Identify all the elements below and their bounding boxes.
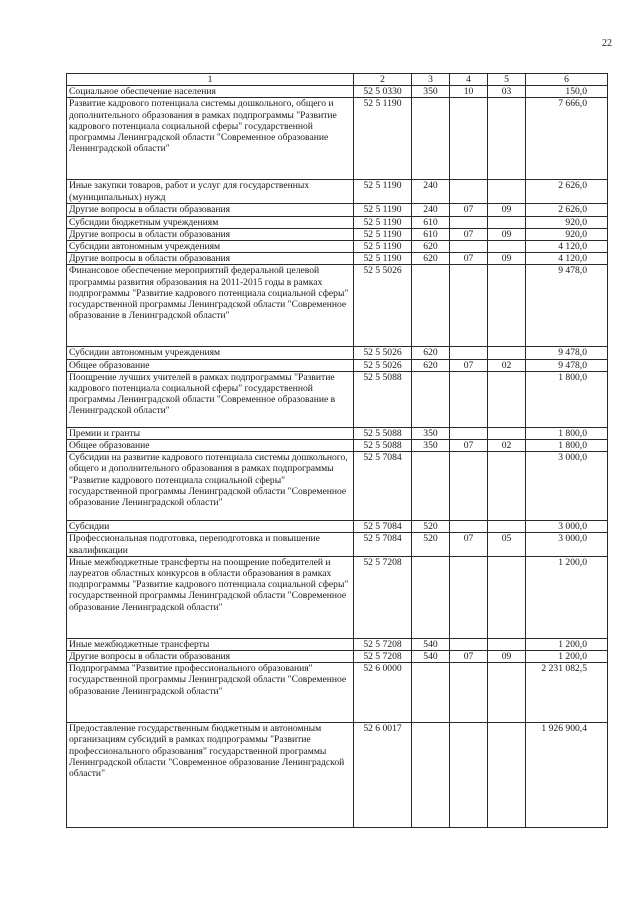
cell-c4: 07 <box>450 533 488 556</box>
cell-c2: 52 5 0330 <box>354 86 412 98</box>
cell-c5: 02 <box>488 359 526 371</box>
cell-c3: 620 <box>412 359 450 371</box>
table-row <box>67 98 608 180</box>
cell-c4: 07 <box>450 253 488 265</box>
cell-c2: 52 5 7208 <box>354 556 412 638</box>
cell-c6: 2 626,0 <box>526 204 608 216</box>
cell-c4 <box>450 216 488 228</box>
cell-c3: 520 <box>412 533 450 556</box>
cell-c1: Развитие кадрового потенциала системы дошкольного, общего и дополнительного образования в рамках подпрограммы "Развитие кадрового потенциала социальной сферы" государственной программы Ленинградской области "Современное образование Ленинградской области" <box>67 98 354 180</box>
header-cell: 1 <box>67 74 354 86</box>
table-row <box>67 241 608 253</box>
cell-c1: Субсидии на развитие кадрового потенциала системы дошкольного, общего и дополнительного образования в рамках подпрограммы "Развитие кадрового потенциала социальной сферы" государственной программы Ленинградской области "Современное образование Ленинградской области" <box>67 452 354 521</box>
cell-c5: 09 <box>488 253 526 265</box>
cell-c4: 07 <box>450 359 488 371</box>
cell-c2: 52 5 1190 <box>354 98 412 180</box>
cell-c4 <box>450 723 488 828</box>
cell-c5 <box>488 265 526 347</box>
cell-c6: 3 000,0 <box>526 452 608 521</box>
cell-c1: Другие вопросы в области образования <box>67 204 354 216</box>
cell-c4: 07 <box>450 228 488 240</box>
cell-c1: Другие вопросы в области образования <box>67 253 354 265</box>
cell-c4 <box>450 265 488 347</box>
cell-c6: 3 000,0 <box>526 521 608 533</box>
header-cell: 6 <box>526 74 608 86</box>
table-row <box>67 663 608 723</box>
cell-c5 <box>488 723 526 828</box>
cell-c6: 1 926 900,4 <box>526 723 608 828</box>
cell-c4: 07 <box>450 651 488 663</box>
cell-c6: 3 000,0 <box>526 533 608 556</box>
cell-c5: 05 <box>488 533 526 556</box>
table-row <box>67 347 608 359</box>
cell-c5: 03 <box>488 86 526 98</box>
cell-c2: 52 5 1190 <box>354 204 412 216</box>
cell-c4 <box>450 452 488 521</box>
cell-c6: 9 478,0 <box>526 347 608 359</box>
cell-c4: 10 <box>450 86 488 98</box>
cell-c5 <box>488 98 526 180</box>
table-row <box>67 427 608 439</box>
cell-c6: 2 626,0 <box>526 180 608 204</box>
cell-c2: 52 5 5088 <box>354 371 412 427</box>
cell-c6: 1 800,0 <box>526 371 608 427</box>
cell-c6: 1 800,0 <box>526 440 608 452</box>
cell-c3: 350 <box>412 86 450 98</box>
table-row <box>67 265 608 347</box>
cell-c3: 620 <box>412 347 450 359</box>
cell-c3: 610 <box>412 216 450 228</box>
cell-c4: 07 <box>450 204 488 216</box>
cell-c6: 1 800,0 <box>526 427 608 439</box>
cell-c3: 540 <box>412 638 450 650</box>
header-cell: 3 <box>412 74 450 86</box>
cell-c2: 52 5 1190 <box>354 253 412 265</box>
cell-c6: 4 120,0 <box>526 241 608 253</box>
cell-c6: 1 200,0 <box>526 651 608 663</box>
header-cell: 2 <box>354 74 412 86</box>
cell-c5: 09 <box>488 651 526 663</box>
cell-c2: 52 5 1190 <box>354 241 412 253</box>
cell-c3 <box>412 265 450 347</box>
cell-c3 <box>412 663 450 723</box>
cell-c1: Поощрение лучших учителей в рамках подпрограммы "Развитие кадрового потенциала социальной сферы" государственной программы Ленинградской области "Современное образование в Ленинградской области" <box>67 371 354 427</box>
cell-c5 <box>488 427 526 439</box>
cell-c5 <box>488 371 526 427</box>
table-row <box>67 723 608 828</box>
cell-c6: 1 200,0 <box>526 638 608 650</box>
table-row <box>67 359 608 371</box>
table-row <box>67 371 608 427</box>
cell-c5 <box>488 638 526 650</box>
table-row <box>67 651 608 663</box>
cell-c4 <box>450 371 488 427</box>
cell-c6: 4 120,0 <box>526 253 608 265</box>
table-row <box>67 533 608 556</box>
cell-c3 <box>412 98 450 180</box>
cell-c5 <box>488 241 526 253</box>
cell-c5: 09 <box>488 228 526 240</box>
cell-c2: 52 5 5026 <box>354 347 412 359</box>
cell-c6: 150,0 <box>526 86 608 98</box>
cell-c1: Субсидии бюджетным учреждениям <box>67 216 354 228</box>
header-cell: 5 <box>488 74 526 86</box>
cell-c1: Субсидии автономным учреждениям <box>67 347 354 359</box>
table-row <box>67 638 608 650</box>
cell-c2: 52 5 7208 <box>354 651 412 663</box>
cell-c5 <box>488 452 526 521</box>
cell-c3 <box>412 723 450 828</box>
cell-c3: 610 <box>412 228 450 240</box>
budget-table <box>66 73 608 828</box>
cell-c5 <box>488 556 526 638</box>
header-cell: 4 <box>450 74 488 86</box>
cell-c4 <box>450 347 488 359</box>
cell-c1: Иные закупки товаров, работ и услуг для государственных (муниципальных) нужд <box>67 180 354 204</box>
cell-c1: Предоставление государственным бюджетным и автономным организациям субсидий в рамках подпрограммы "Развитие профессионального образования" государственной программы Ленинградской области "Современное образование Ленинградской области" <box>67 723 354 828</box>
table-row <box>67 440 608 452</box>
table-row <box>67 253 608 265</box>
cell-c1: Общее образование <box>67 440 354 452</box>
cell-c1: Иные межбюджетные трансферты на поощрение победителей и лауреатов областных конкурсов в области образования в рамках подпрограммы "Развитие кадрового потенциала социальной сферы" государственной программы Ленинградской области "Современное образование Ленинградской области" <box>67 556 354 638</box>
cell-c3: 240 <box>412 204 450 216</box>
cell-c5 <box>488 521 526 533</box>
cell-c1: Премии и гранты <box>67 427 354 439</box>
table-row <box>67 180 608 204</box>
cell-c5 <box>488 216 526 228</box>
cell-c2: 52 5 5026 <box>354 265 412 347</box>
cell-c6: 2 231 082,5 <box>526 663 608 723</box>
cell-c3: 350 <box>412 440 450 452</box>
page-number: 22 <box>602 38 612 49</box>
cell-c2: 52 5 5088 <box>354 427 412 439</box>
cell-c6: 9 478,0 <box>526 359 608 371</box>
cell-c6: 920,0 <box>526 216 608 228</box>
cell-c2: 52 5 5026 <box>354 359 412 371</box>
cell-c4 <box>450 638 488 650</box>
cell-c3: 620 <box>412 241 450 253</box>
cell-c2: 52 5 7084 <box>354 521 412 533</box>
cell-c2: 52 5 7208 <box>354 638 412 650</box>
cell-c4 <box>450 556 488 638</box>
cell-c1: Профессиональная подготовка, переподготовка и повышение квалификации <box>67 533 354 556</box>
cell-c3 <box>412 371 450 427</box>
cell-c3: 620 <box>412 253 450 265</box>
cell-c1: Социальное обеспечение населения <box>67 86 354 98</box>
table-row <box>67 216 608 228</box>
cell-c1: Другие вопросы в области образования <box>67 651 354 663</box>
cell-c3: 520 <box>412 521 450 533</box>
cell-c1: Субсидии <box>67 521 354 533</box>
table-row <box>67 228 608 240</box>
cell-c1: Другие вопросы в области образования <box>67 228 354 240</box>
table-row <box>67 452 608 521</box>
cell-c1: Финансовое обеспечение мероприятий федеральной целевой программы развития образования на 2011-2015 годы в рамках подпрограммы "Развитие кадрового потенциала социальной сферы" государственной программы Ленинградской области "Современное образование в Ленинградской области" <box>67 265 354 347</box>
table-row <box>67 204 608 216</box>
cell-c2: 52 5 7084 <box>354 452 412 521</box>
cell-c5 <box>488 347 526 359</box>
cell-c4 <box>450 241 488 253</box>
cell-c2: 52 5 5088 <box>354 440 412 452</box>
cell-c2: 52 5 7084 <box>354 533 412 556</box>
cell-c2: 52 6 0000 <box>354 663 412 723</box>
cell-c5: 09 <box>488 204 526 216</box>
cell-c1: Общее образование <box>67 359 354 371</box>
table-header-row <box>67 74 608 86</box>
cell-c6: 9 478,0 <box>526 265 608 347</box>
cell-c6: 920,0 <box>526 228 608 240</box>
cell-c2: 52 5 1190 <box>354 180 412 204</box>
cell-c1: Подпрограмма "Развитие профессионального образования" государственной программы Ленинградской области "Современное образование Ленинградской области" <box>67 663 354 723</box>
cell-c2: 52 5 1190 <box>354 228 412 240</box>
cell-c5 <box>488 663 526 723</box>
cell-c5 <box>488 180 526 204</box>
cell-c3: 240 <box>412 180 450 204</box>
cell-c4 <box>450 98 488 180</box>
cell-c4: 07 <box>450 440 488 452</box>
cell-c5: 02 <box>488 440 526 452</box>
cell-c3 <box>412 556 450 638</box>
cell-c2: 52 5 1190 <box>354 216 412 228</box>
cell-c4 <box>450 521 488 533</box>
cell-c6: 7 666,0 <box>526 98 608 180</box>
cell-c1: Субсидии автономным учреждениям <box>67 241 354 253</box>
cell-c3: 540 <box>412 651 450 663</box>
cell-c2: 52 6 0017 <box>354 723 412 828</box>
cell-c1: Иные межбюджетные трансферты <box>67 638 354 650</box>
cell-c3 <box>412 452 450 521</box>
table-row <box>67 556 608 638</box>
table-row <box>67 521 608 533</box>
cell-c6: 1 200,0 <box>526 556 608 638</box>
cell-c4 <box>450 663 488 723</box>
cell-c4 <box>450 180 488 204</box>
table-row <box>67 86 608 98</box>
cell-c4 <box>450 427 488 439</box>
cell-c3: 350 <box>412 427 450 439</box>
